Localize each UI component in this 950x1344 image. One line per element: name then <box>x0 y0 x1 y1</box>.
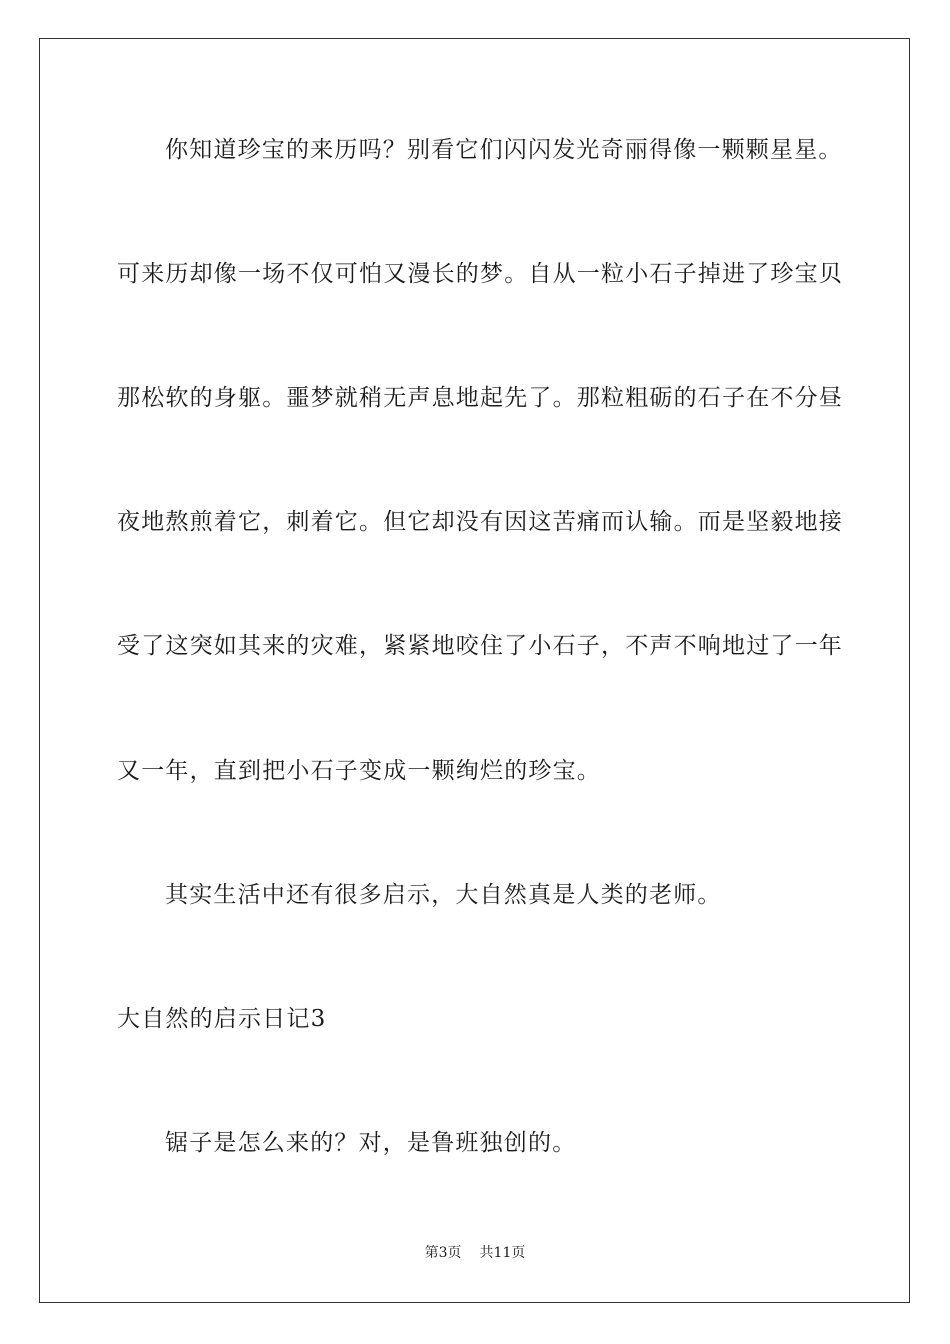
paragraph-line: 那松软的身躯。噩梦就稍无声息地起先了。那粒粗砺的石子在不分昼 <box>117 385 843 411</box>
paragraph-line: 又一年，直到把小石子变成一颗绚烂的珍宝。 <box>117 758 601 784</box>
paragraph-line: 受了这突如其来的灾难，紧紧地咬住了小石子，不声不响地过了一年 <box>117 633 843 659</box>
page-footer <box>0 1244 950 1262</box>
paragraph-line: 锯子是怎么来的？对，是鲁班独创的。 <box>165 1130 577 1156</box>
paragraph-line: 其实生活中还有很多启示，大自然真是人类的老师。 <box>165 882 722 908</box>
page-border <box>39 38 910 1303</box>
page-number: 第3页 <box>424 1245 462 1261</box>
paragraph-line: 你知道珍宝的来历吗？别看它们闪闪发光奇丽得像一颗颗星星。 <box>165 137 843 163</box>
paragraph-line: 夜地熬煎着它，刺着它。但它却没有因这苦痛而认输。而是坚毅地接 <box>117 509 843 535</box>
total-pages: 共11页 <box>479 1245 526 1261</box>
section-heading: 大自然的启示日记3 <box>117 1006 327 1032</box>
paragraph-line: 可来历却像一场不仅可怕又漫长的梦。自从一粒小石子掉进了珍宝贝 <box>117 261 843 287</box>
